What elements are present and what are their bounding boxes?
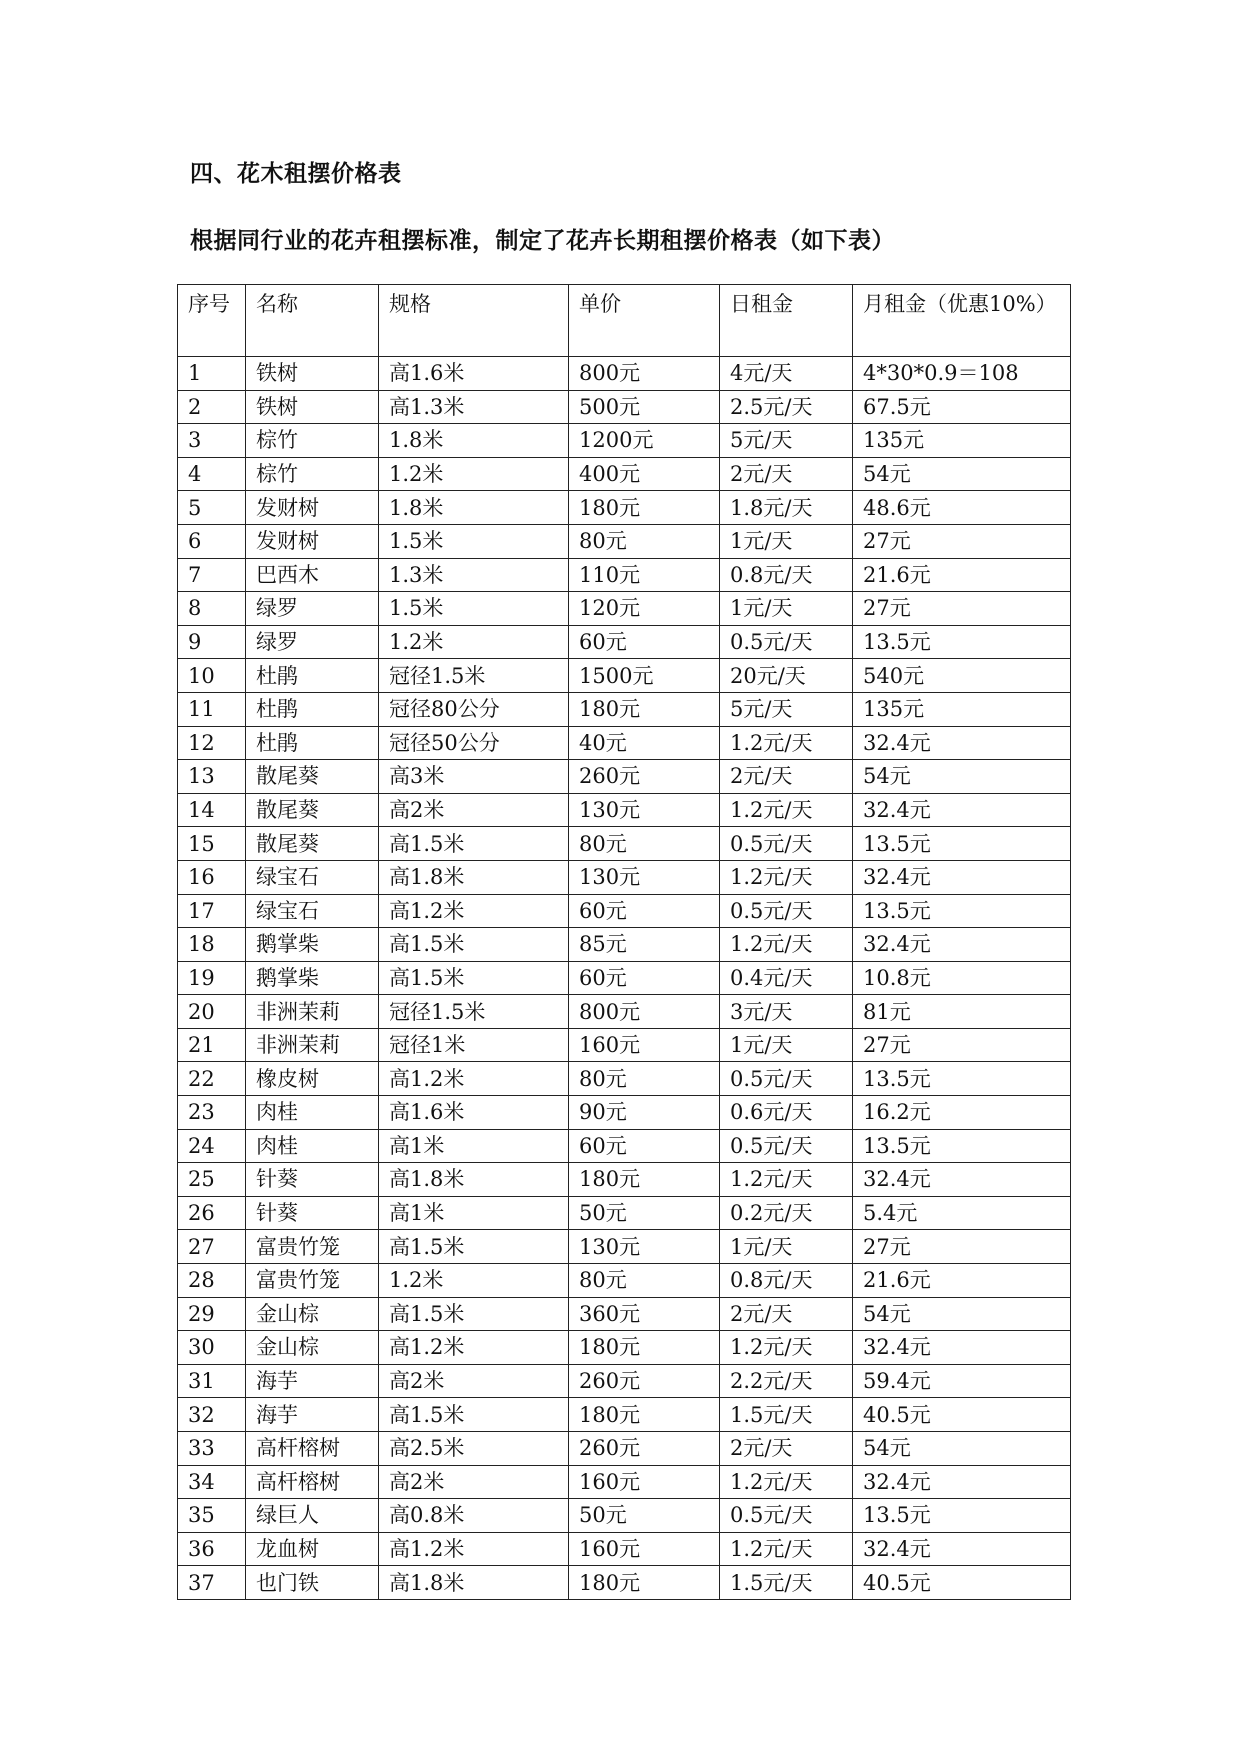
cell-unit-price: 800元 [569, 357, 720, 391]
cell-unit-price: 400元 [569, 457, 720, 491]
cell-spec: 冠径80公分 [379, 692, 569, 726]
cell-unit-price: 130元 [569, 793, 720, 827]
cell-monthly-rent: 32.4元 [853, 1465, 1071, 1499]
cell-name: 针葵 [246, 1163, 379, 1197]
cell-daily-rent: 1.8元/天 [720, 491, 853, 525]
cell-index: 30 [178, 1331, 246, 1365]
cell-monthly-rent: 54元 [853, 760, 1071, 794]
cell-index: 1 [178, 357, 246, 391]
cell-spec: 高1.5米 [379, 1230, 569, 1264]
cell-daily-rent: 0.5元/天 [720, 1499, 853, 1533]
cell-name: 龙血树 [246, 1532, 379, 1566]
header-row [178, 285, 1071, 357]
cell-name: 针葵 [246, 1196, 379, 1230]
cell-index: 21 [178, 1028, 246, 1062]
cell-spec: 高1.5米 [379, 827, 569, 861]
cell-monthly-rent: 27元 [853, 592, 1071, 626]
cell-unit-price: 360元 [569, 1297, 720, 1331]
cell-monthly-rent: 32.4元 [853, 726, 1071, 760]
cell-spec: 1.2米 [379, 457, 569, 491]
cell-spec: 高3米 [379, 760, 569, 794]
cell-daily-rent: 0.8元/天 [720, 1264, 853, 1298]
cell-spec: 高2米 [379, 1465, 569, 1499]
cell-unit-price: 80元 [569, 1062, 720, 1096]
cell-daily-rent: 2元/天 [720, 457, 853, 491]
cell-spec: 高1.2米 [379, 894, 569, 928]
cell-name: 绿宝石 [246, 860, 379, 894]
cell-monthly-rent: 40.5元 [853, 1398, 1071, 1432]
table-row [178, 1163, 1071, 1197]
table-row [178, 659, 1071, 693]
cell-monthly-rent: 54元 [853, 1297, 1071, 1331]
cell-monthly-rent: 13.5元 [853, 1129, 1071, 1163]
cell-daily-rent: 2元/天 [720, 760, 853, 794]
cell-monthly-rent: 32.4元 [853, 928, 1071, 962]
table-row [178, 1264, 1071, 1298]
cell-unit-price: 260元 [569, 1364, 720, 1398]
cell-index: 25 [178, 1163, 246, 1197]
cell-spec: 高1.8米 [379, 1163, 569, 1197]
cell-name: 肉桂 [246, 1129, 379, 1163]
cell-spec: 高1.6米 [379, 357, 569, 391]
cell-name: 杜鹃 [246, 726, 379, 760]
table-row [178, 457, 1071, 491]
cell-spec: 冠径1.5米 [379, 659, 569, 693]
cell-name: 高杆榕树 [246, 1432, 379, 1466]
cell-index: 16 [178, 860, 246, 894]
cell-unit-price: 130元 [569, 1230, 720, 1264]
cell-daily-rent: 0.5元/天 [720, 625, 853, 659]
intro-paragraph: 根据同行业的花卉租摆标准，制定了花卉长期租摆价格表（如下表） [190, 228, 895, 254]
cell-monthly-rent: 5.4元 [853, 1196, 1071, 1230]
table-row [178, 760, 1071, 794]
cell-index: 34 [178, 1465, 246, 1499]
cell-name: 绿宝石 [246, 894, 379, 928]
table-row [178, 1062, 1071, 1096]
cell-spec: 高1.5米 [379, 1398, 569, 1432]
cell-unit-price: 40元 [569, 726, 720, 760]
cell-daily-rent: 20元/天 [720, 659, 853, 693]
cell-spec: 1.2米 [379, 625, 569, 659]
cell-daily-rent: 0.5元/天 [720, 1129, 853, 1163]
cell-monthly-rent: 67.5元 [853, 390, 1071, 424]
cell-index: 12 [178, 726, 246, 760]
cell-index: 7 [178, 558, 246, 592]
cell-name: 铁树 [246, 357, 379, 391]
cell-index: 37 [178, 1566, 246, 1600]
table-row [178, 625, 1071, 659]
cell-spec: 高1.5米 [379, 1297, 569, 1331]
cell-daily-rent: 0.5元/天 [720, 1062, 853, 1096]
cell-index: 8 [178, 592, 246, 626]
cell-index: 23 [178, 1096, 246, 1130]
cell-index: 2 [178, 390, 246, 424]
cell-daily-rent: 2元/天 [720, 1432, 853, 1466]
header-index: 序号 [178, 285, 246, 357]
cell-daily-rent: 1元/天 [720, 524, 853, 558]
cell-monthly-rent: 32.4元 [853, 793, 1071, 827]
cell-name: 橡皮树 [246, 1062, 379, 1096]
cell-spec: 高2米 [379, 793, 569, 827]
header-monthly-rent: 月租金（优惠10%） [853, 285, 1071, 357]
cell-index: 6 [178, 524, 246, 558]
table-row [178, 1331, 1071, 1365]
cell-spec: 1.2米 [379, 1264, 569, 1298]
cell-spec: 高1.2米 [379, 1532, 569, 1566]
cell-monthly-rent: 27元 [853, 524, 1071, 558]
cell-monthly-rent: 21.6元 [853, 558, 1071, 592]
cell-monthly-rent: 540元 [853, 659, 1071, 693]
cell-monthly-rent: 16.2元 [853, 1096, 1071, 1130]
cell-unit-price: 180元 [569, 1566, 720, 1600]
cell-spec: 1.3米 [379, 558, 569, 592]
cell-name: 棕竹 [246, 424, 379, 458]
cell-name: 散尾葵 [246, 793, 379, 827]
table-row [178, 793, 1071, 827]
table-row [178, 995, 1071, 1029]
table-row [178, 1297, 1071, 1331]
cell-unit-price: 80元 [569, 524, 720, 558]
cell-unit-price: 85元 [569, 928, 720, 962]
cell-daily-rent: 1.5元/天 [720, 1566, 853, 1600]
cell-index: 27 [178, 1230, 246, 1264]
cell-name: 金山棕 [246, 1331, 379, 1365]
cell-name: 散尾葵 [246, 827, 379, 861]
cell-daily-rent: 1.2元/天 [720, 860, 853, 894]
cell-name: 富贵竹笼 [246, 1264, 379, 1298]
cell-unit-price: 60元 [569, 1129, 720, 1163]
table-row [178, 726, 1071, 760]
table-row [178, 860, 1071, 894]
cell-unit-price: 260元 [569, 760, 720, 794]
cell-monthly-rent: 13.5元 [853, 1062, 1071, 1096]
table-header [178, 285, 1071, 357]
table-row [178, 1096, 1071, 1130]
header-unit-price: 单价 [569, 285, 720, 357]
table-row [178, 827, 1071, 861]
cell-index: 32 [178, 1398, 246, 1432]
table-row [178, 558, 1071, 592]
cell-monthly-rent: 13.5元 [853, 894, 1071, 928]
header-daily-rent: 日租金 [720, 285, 853, 357]
cell-name: 高杆榕树 [246, 1465, 379, 1499]
cell-daily-rent: 4元/天 [720, 357, 853, 391]
cell-spec: 1.8米 [379, 424, 569, 458]
cell-name: 绿罗 [246, 625, 379, 659]
cell-spec: 高1.5米 [379, 928, 569, 962]
cell-name: 金山棕 [246, 1297, 379, 1331]
cell-unit-price: 800元 [569, 995, 720, 1029]
cell-spec: 冠径1米 [379, 1028, 569, 1062]
cell-spec: 1.5米 [379, 592, 569, 626]
cell-spec: 高1.6米 [379, 1096, 569, 1130]
cell-unit-price: 60元 [569, 961, 720, 995]
cell-name: 杜鹃 [246, 692, 379, 726]
cell-name: 肉桂 [246, 1096, 379, 1130]
cell-spec: 高1.2米 [379, 1331, 569, 1365]
cell-spec: 高0.8米 [379, 1499, 569, 1533]
table-row [178, 928, 1071, 962]
table-row [178, 1028, 1071, 1062]
table-row [178, 1532, 1071, 1566]
cell-monthly-rent: 48.6元 [853, 491, 1071, 525]
cell-name: 非洲茉莉 [246, 995, 379, 1029]
cell-daily-rent: 1.2元/天 [720, 928, 853, 962]
cell-unit-price: 500元 [569, 390, 720, 424]
cell-spec: 冠径50公分 [379, 726, 569, 760]
table-row [178, 390, 1071, 424]
cell-index: 29 [178, 1297, 246, 1331]
cell-daily-rent: 1.2元/天 [720, 1465, 853, 1499]
cell-daily-rent: 1元/天 [720, 1028, 853, 1062]
cell-daily-rent: 0.6元/天 [720, 1096, 853, 1130]
table-row [178, 1566, 1071, 1600]
cell-index: 20 [178, 995, 246, 1029]
cell-unit-price: 60元 [569, 625, 720, 659]
cell-index: 18 [178, 928, 246, 962]
cell-daily-rent: 1.5元/天 [720, 1398, 853, 1432]
cell-unit-price: 80元 [569, 1264, 720, 1298]
cell-daily-rent: 1.2元/天 [720, 726, 853, 760]
cell-daily-rent: 1元/天 [720, 1230, 853, 1264]
cell-monthly-rent: 32.4元 [853, 860, 1071, 894]
cell-index: 4 [178, 457, 246, 491]
cell-spec: 高1.5米 [379, 961, 569, 995]
cell-monthly-rent: 4*30*0.9＝108 [853, 357, 1071, 391]
cell-daily-rent: 0.4元/天 [720, 961, 853, 995]
table-row [178, 524, 1071, 558]
cell-monthly-rent: 27元 [853, 1028, 1071, 1062]
cell-index: 11 [178, 692, 246, 726]
cell-spec: 高1米 [379, 1129, 569, 1163]
cell-daily-rent: 2.5元/天 [720, 390, 853, 424]
cell-unit-price: 1500元 [569, 659, 720, 693]
cell-daily-rent: 0.5元/天 [720, 827, 853, 861]
cell-spec: 高1.2米 [379, 1062, 569, 1096]
cell-unit-price: 160元 [569, 1532, 720, 1566]
cell-daily-rent: 0.5元/天 [720, 894, 853, 928]
cell-name: 也门铁 [246, 1566, 379, 1600]
cell-unit-price: 110元 [569, 558, 720, 592]
cell-name: 棕竹 [246, 457, 379, 491]
cell-monthly-rent: 54元 [853, 1432, 1071, 1466]
cell-name: 鹅掌柴 [246, 928, 379, 962]
cell-index: 22 [178, 1062, 246, 1096]
cell-unit-price: 1200元 [569, 424, 720, 458]
cell-spec: 高2米 [379, 1364, 569, 1398]
cell-unit-price: 60元 [569, 894, 720, 928]
cell-name: 发财树 [246, 491, 379, 525]
table-row [178, 1465, 1071, 1499]
cell-spec: 高1.8米 [379, 860, 569, 894]
cell-monthly-rent: 54元 [853, 457, 1071, 491]
cell-daily-rent: 1.2元/天 [720, 1532, 853, 1566]
cell-unit-price: 50元 [569, 1499, 720, 1533]
cell-spec: 1.8米 [379, 491, 569, 525]
cell-name: 巴西木 [246, 558, 379, 592]
cell-unit-price: 180元 [569, 491, 720, 525]
cell-daily-rent: 2元/天 [720, 1297, 853, 1331]
table-row [178, 1499, 1071, 1533]
cell-name: 铁树 [246, 390, 379, 424]
cell-name: 海芋 [246, 1398, 379, 1432]
cell-unit-price: 180元 [569, 1163, 720, 1197]
cell-daily-rent: 1.2元/天 [720, 1331, 853, 1365]
cell-spec: 高2.5米 [379, 1432, 569, 1466]
cell-unit-price: 120元 [569, 592, 720, 626]
table-row [178, 424, 1071, 458]
cell-daily-rent: 0.8元/天 [720, 558, 853, 592]
table-row [178, 357, 1071, 391]
cell-monthly-rent: 32.4元 [853, 1331, 1071, 1365]
cell-index: 5 [178, 491, 246, 525]
table-row [178, 491, 1071, 525]
cell-monthly-rent: 135元 [853, 424, 1071, 458]
cell-name: 富贵竹笼 [246, 1230, 379, 1264]
table-row [178, 1129, 1071, 1163]
cell-unit-price: 90元 [569, 1096, 720, 1130]
cell-monthly-rent: 10.8元 [853, 961, 1071, 995]
cell-index: 13 [178, 760, 246, 794]
cell-name: 杜鹃 [246, 659, 379, 693]
table-row [178, 1230, 1071, 1264]
table-body [178, 357, 1071, 1600]
cell-index: 15 [178, 827, 246, 861]
cell-daily-rent: 3元/天 [720, 995, 853, 1029]
cell-index: 28 [178, 1264, 246, 1298]
cell-unit-price: 160元 [569, 1028, 720, 1062]
cell-index: 26 [178, 1196, 246, 1230]
cell-monthly-rent: 13.5元 [853, 625, 1071, 659]
table-row [178, 961, 1071, 995]
cell-unit-price: 80元 [569, 827, 720, 861]
cell-daily-rent: 5元/天 [720, 424, 853, 458]
cell-index: 17 [178, 894, 246, 928]
cell-unit-price: 50元 [569, 1196, 720, 1230]
cell-spec: 高1.8米 [379, 1566, 569, 1600]
cell-spec: 高1米 [379, 1196, 569, 1230]
table-row [178, 1432, 1071, 1466]
cell-monthly-rent: 40.5元 [853, 1566, 1071, 1600]
cell-index: 19 [178, 961, 246, 995]
cell-name: 散尾葵 [246, 760, 379, 794]
cell-unit-price: 180元 [569, 692, 720, 726]
cell-spec: 高1.3米 [379, 390, 569, 424]
cell-daily-rent: 1元/天 [720, 592, 853, 626]
section-title: 四、花木租摆价格表 [190, 161, 402, 187]
table-row [178, 1196, 1071, 1230]
table-row [178, 692, 1071, 726]
cell-name: 发财树 [246, 524, 379, 558]
cell-index: 36 [178, 1532, 246, 1566]
cell-monthly-rent: 135元 [853, 692, 1071, 726]
table-row [178, 1364, 1071, 1398]
cell-unit-price: 160元 [569, 1465, 720, 1499]
cell-monthly-rent: 32.4元 [853, 1163, 1071, 1197]
table-row [178, 894, 1071, 928]
cell-daily-rent: 1.2元/天 [720, 793, 853, 827]
cell-index: 35 [178, 1499, 246, 1533]
cell-index: 14 [178, 793, 246, 827]
cell-monthly-rent: 13.5元 [853, 1499, 1071, 1533]
cell-index: 10 [178, 659, 246, 693]
cell-monthly-rent: 59.4元 [853, 1364, 1071, 1398]
price-table [177, 284, 1071, 1600]
cell-spec: 1.5米 [379, 524, 569, 558]
cell-index: 31 [178, 1364, 246, 1398]
cell-index: 33 [178, 1432, 246, 1466]
table-row [178, 1398, 1071, 1432]
cell-daily-rent: 2.2元/天 [720, 1364, 853, 1398]
cell-monthly-rent: 32.4元 [853, 1532, 1071, 1566]
cell-unit-price: 260元 [569, 1432, 720, 1466]
cell-monthly-rent: 81元 [853, 995, 1071, 1029]
cell-spec: 冠径1.5米 [379, 995, 569, 1029]
cell-name: 非洲茉莉 [246, 1028, 379, 1062]
header-name: 名称 [246, 285, 379, 357]
cell-unit-price: 130元 [569, 860, 720, 894]
cell-name: 绿罗 [246, 592, 379, 626]
cell-name: 鹅掌柴 [246, 961, 379, 995]
cell-unit-price: 180元 [569, 1398, 720, 1432]
cell-index: 24 [178, 1129, 246, 1163]
cell-monthly-rent: 27元 [853, 1230, 1071, 1264]
cell-daily-rent: 0.2元/天 [720, 1196, 853, 1230]
cell-index: 3 [178, 424, 246, 458]
cell-daily-rent: 1.2元/天 [720, 1163, 853, 1197]
header-spec: 规格 [379, 285, 569, 357]
cell-monthly-rent: 13.5元 [853, 827, 1071, 861]
cell-unit-price: 180元 [569, 1331, 720, 1365]
cell-name: 海芋 [246, 1364, 379, 1398]
table-row [178, 592, 1071, 626]
cell-name: 绿巨人 [246, 1499, 379, 1533]
cell-daily-rent: 5元/天 [720, 692, 853, 726]
cell-monthly-rent: 21.6元 [853, 1264, 1071, 1298]
cell-index: 9 [178, 625, 246, 659]
